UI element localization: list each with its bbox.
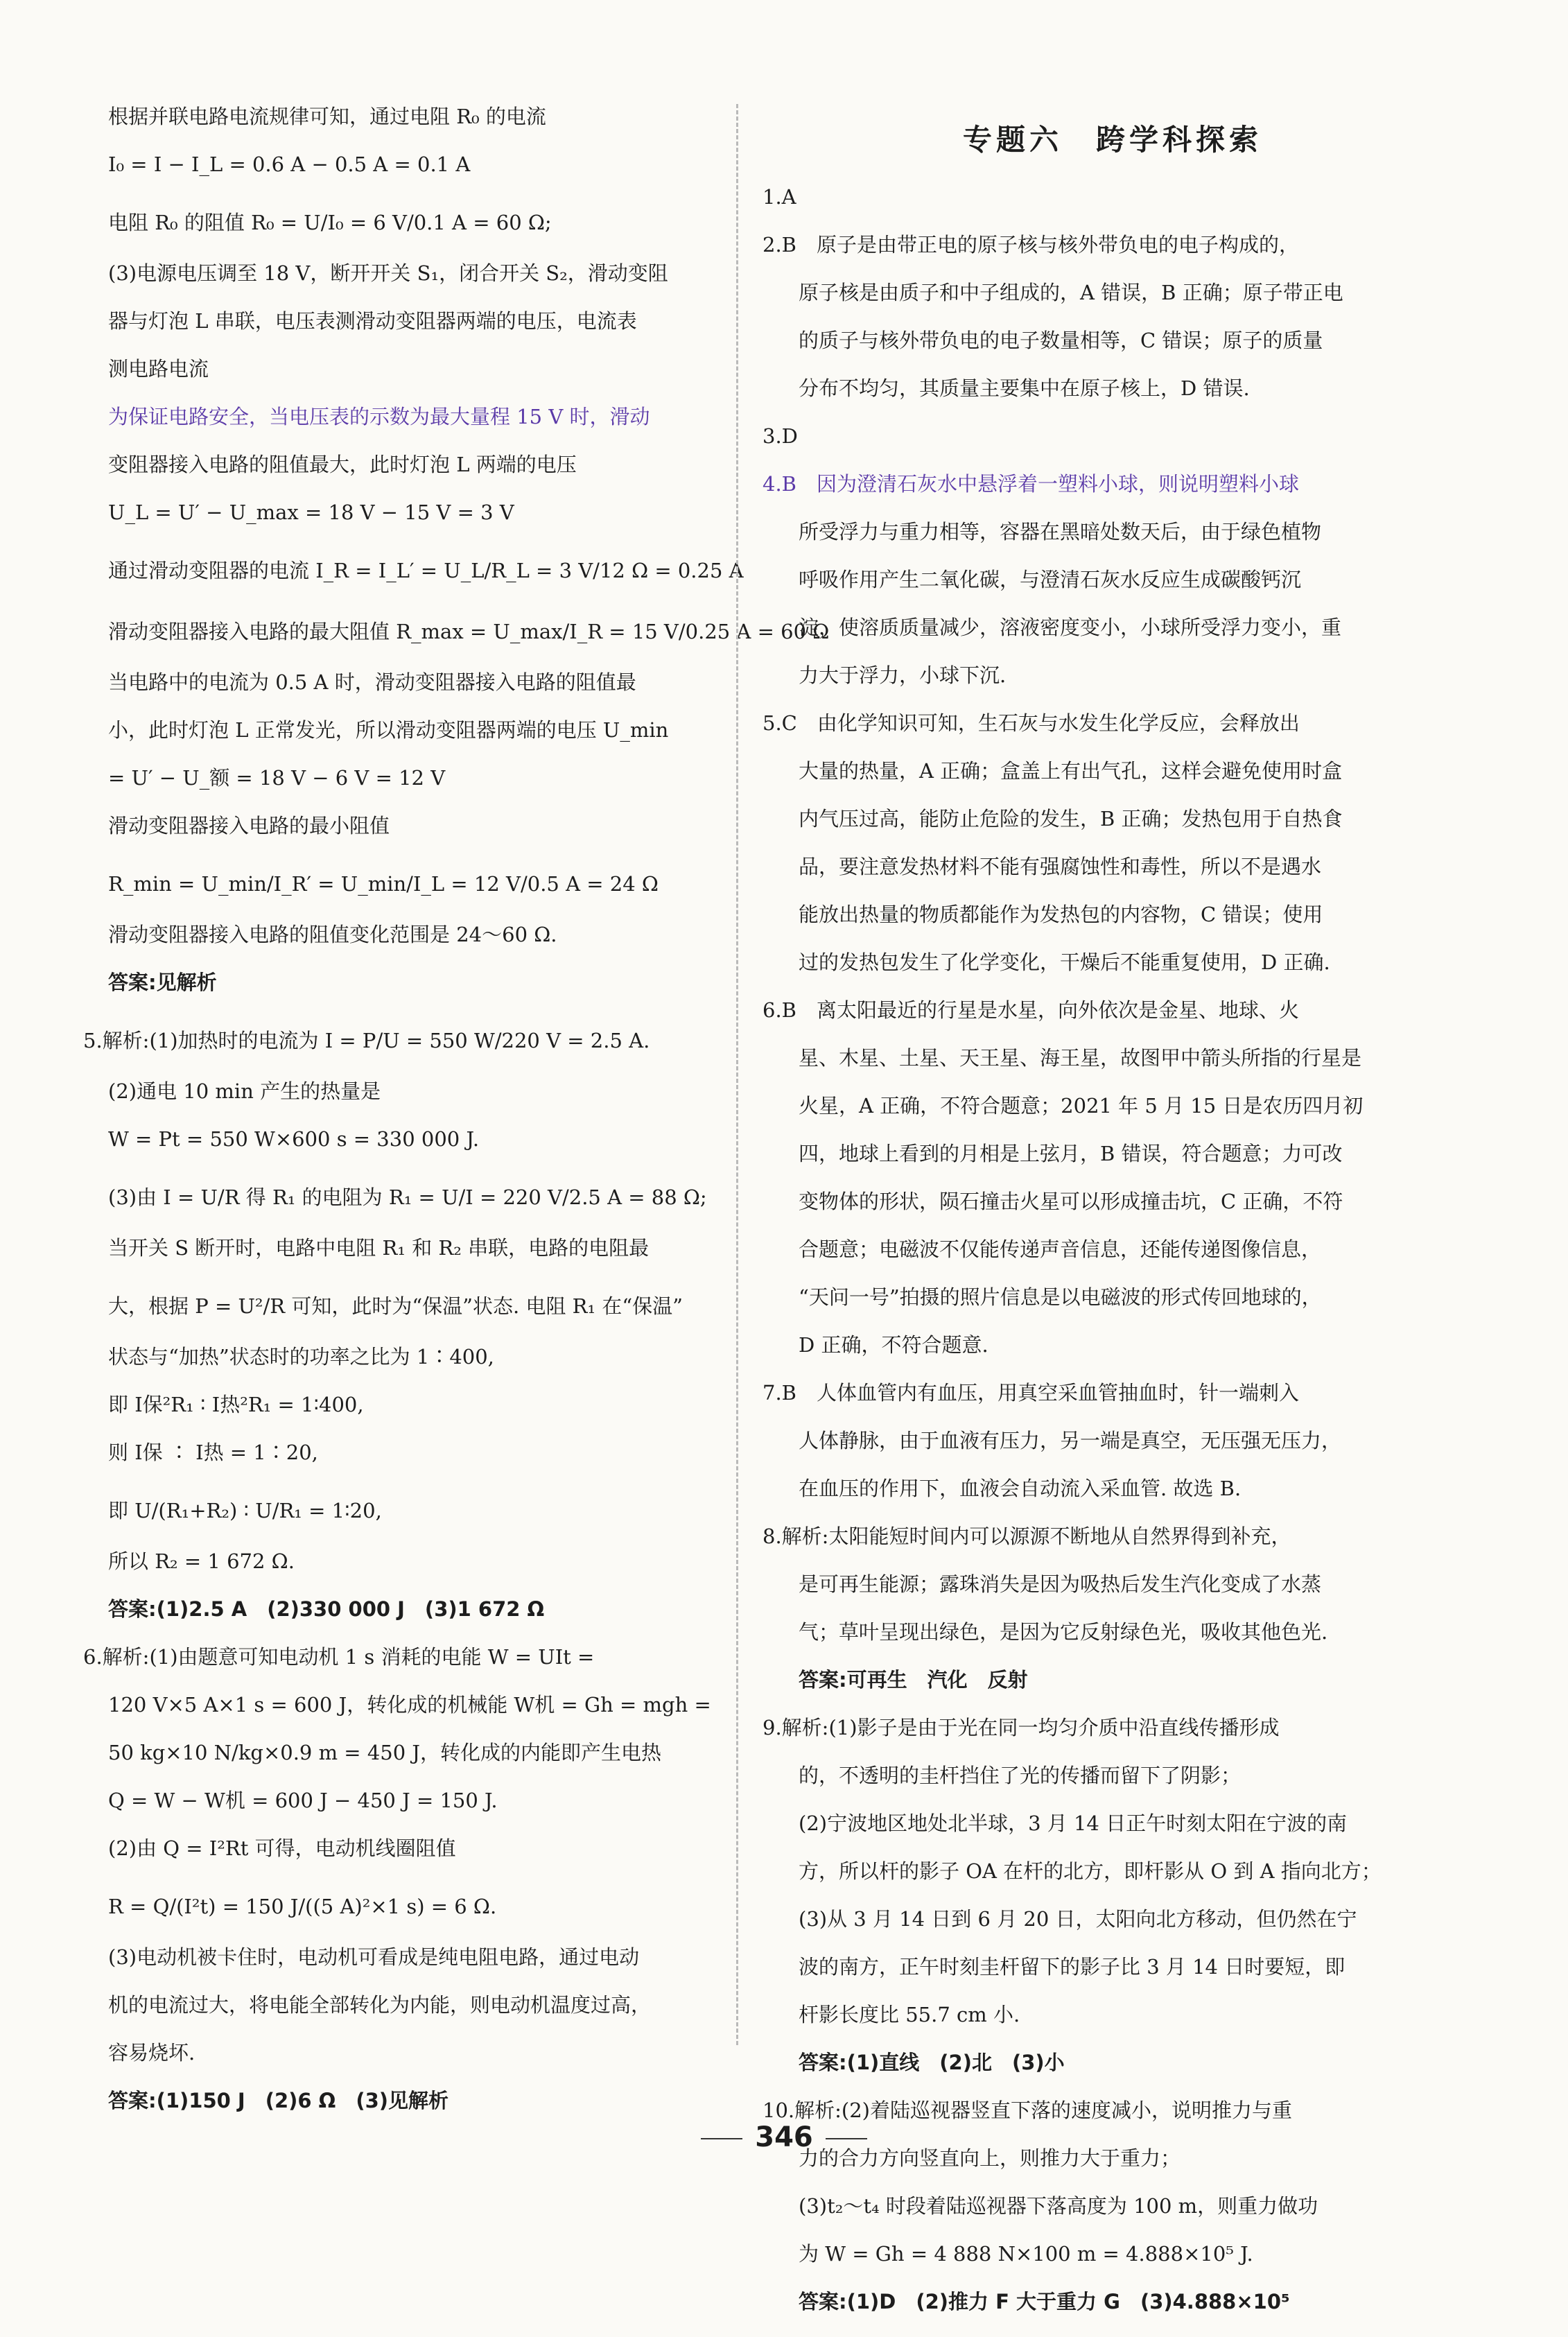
text-line: = U′ − U_额 = 18 V − 6 V = 12 V	[108, 766, 446, 790]
text-line: 器与灯泡 L 串联，电压表测滑动变阻器两端的电压，电流表	[108, 309, 637, 333]
text-line: D 正确，不符合题意.	[799, 1333, 988, 1357]
text-line: 四，地球上看到的月相是上弦月，B 错误，符合题意；力可改	[799, 1142, 1343, 1165]
text-line: 当电路中的电流为 0.5 A 时，滑动变阻器接入电路的阻值最	[108, 670, 636, 694]
text-line: 滑动变阻器接入电路的最小阻值	[108, 814, 390, 837]
text-line: 即 U/(R₁+R₂) ∶ U/R₁ = 1∶20,	[108, 1499, 382, 1522]
page-number-footer	[0, 2121, 1568, 2153]
text-line: 能放出热量的物质都能作为发热包的内容物，C 错误；使用	[799, 903, 1323, 926]
text-line: 答案:(1)直线 (2)北 (3)小	[799, 2051, 1065, 2074]
text-line: 则 I保 ∶ I热 = 1∶20,	[108, 1441, 318, 1464]
text-line: 杆影长度比 55.7 cm 小.	[799, 2003, 1020, 2026]
text-line: (2)宁波地区地处北半球，3 月 14 日正午时刻太阳在宁波的南	[799, 1812, 1348, 1835]
text-line: 呼吸作用产生二氧化碳，与澄清石灰水反应生成碳酸钙沉	[799, 568, 1302, 591]
text-line: 过的发热包发生了化学变化，干燥后不能重复使用，D 正确.	[799, 950, 1330, 974]
text-line: 即 I保²R₁ ∶ I热²R₁ = 1∶400,	[108, 1393, 364, 1416]
text-line: U_L = U′ − U_max = 18 V − 15 V = 3 V	[108, 501, 514, 524]
text-line: 1.A	[763, 185, 796, 209]
column-divider	[736, 104, 738, 2045]
text-line: 50 kg×10 N/kg×0.9 m = 450 J，转化成的内能即产生电热	[108, 1741, 662, 1764]
text-line: (2)通电 10 min 产生的热量是	[108, 1079, 381, 1103]
text-line: 答案:(1)150 J (2)6 Ω (3)见解析	[108, 2089, 449, 2112]
page-number: 346	[755, 2121, 813, 2153]
text-line: 在血压的作用下，血液会自动流入采血管. 故选 B.	[799, 1477, 1242, 1500]
text-line: 波的南方，正午时刻圭杆留下的影子比 3 月 14 日时要短，即	[799, 1955, 1345, 1979]
text-line: R_min = U_min/I_R′ = U_min/I_L = 12 V/0.5 A = 24 Ω	[108, 872, 659, 896]
text-line: 5.C 由化学知识可知，生石灰与水发生化学反应，会释放出	[763, 711, 1300, 735]
footer-dash-right	[826, 2138, 867, 2139]
text-line: 容易烧坏.	[108, 2041, 195, 2065]
text-line: (3)从 3 月 14 日到 6 月 20 日，太阳向北方移动，但仍然在宁	[799, 1907, 1357, 1931]
text-line: (2)由 Q = I²Rt 可得，电动机线圈阻值	[108, 1836, 456, 1860]
text-line: 大量的热量，A 正确；盒盖上有出气孔，这样会避免使用时盒	[799, 759, 1343, 783]
text-line: 变物体的形状，陨石撞击火星可以形成撞击坑，C 正确，不符	[799, 1190, 1343, 1213]
text-line: 所以 R₂ = 1 672 Ω.	[108, 1549, 295, 1573]
text-line: 答案:(1)D (2)推力 F 大于重力 G (3)4.888×10⁵	[799, 2290, 1290, 2313]
text-line: 淀，使溶质质量减少，溶液密度变小，小球所受浮力变小，重	[799, 616, 1342, 639]
text-line: 的，不透明的圭杆挡住了光的传播而留下了阴影；	[799, 1764, 1242, 1787]
text-line: W = Pt = 550 W×600 s = 330 000 J.	[108, 1127, 480, 1151]
text-line: 为 W = Gh = 4 888 N×100 m = 4.888×10⁵ J.	[799, 2242, 1253, 2266]
text-line: 的质子与核外带负电的电子数量相等，C 错误；原子的质量	[799, 329, 1323, 352]
text-line: “天问一号”拍摄的照片信息是以电磁波的形式传回地球的，	[799, 1285, 1322, 1309]
text-line: 所受浮力与重力相等，容器在黑暗处数天后，由于绿色植物	[799, 520, 1322, 544]
text-line: 是可再生能源；露珠消失是因为吸热后发生汽化变成了水蒸	[799, 1572, 1322, 1596]
text-line: 滑动变阻器接入电路的最大阻值 R_max = U_max/I_R = 15 V/0.25 A = 60 Ω	[108, 620, 830, 643]
text-line: 方，所以杆的影子 OA 在杆的北方，即杆影从 O 到 A 指向北方；	[799, 1859, 1382, 1883]
text-line: 品，要注意发热材料不能有强腐蚀性和毒性，所以不是遇水	[799, 855, 1322, 878]
text-line: 合题意；电磁波不仅能传递声音信息，还能传递图像信息，	[799, 1237, 1322, 1261]
text-line: 4.B 因为澄清石灰水中悬浮着一塑料小球，则说明塑料小球	[763, 472, 1299, 496]
text-line: 为保证电路安全，当电压表的示数为最大量程 15 V 时，滑动	[108, 405, 650, 428]
text-line: 6.B 离太阳最近的行星是水星，向外依次是金星、地球、火	[763, 998, 1299, 1022]
text-line: 7.B 人体血管内有血压，用真空采血管抽血时，针一端刺入	[763, 1381, 1299, 1405]
text-line: 机的电流过大，将电能全部转化为内能，则电动机温度过高，	[108, 1993, 652, 2017]
text-line: 120 V×5 A×1 s = 600 J，转化成的机械能 W机 = Gh = mgh =	[108, 1693, 711, 1717]
text-line: (3)t₂～t₄ 时段着陆巡视器下落高度为 100 m，则重力做功	[799, 2194, 1318, 2218]
text-line: 答案:见解析	[108, 971, 217, 994]
text-line: 9.解析:(1)影子是由于光在同一均匀介质中沿直线传播形成	[763, 1716, 1280, 1739]
text-line: 测电路电流	[108, 357, 209, 381]
text-line: 答案:可再生 汽化 反射	[799, 1668, 1028, 1692]
text-line: (3)电动机被卡住时，电动机可看成是纯电阻电路，通过电动	[108, 1945, 640, 1969]
footer-dash-left	[701, 2138, 742, 2139]
text-line: 小，此时灯泡 L 正常发光，所以滑动变阻器两端的电压 U_min	[108, 718, 669, 742]
right-column	[763, 104, 1463, 2337]
text-line: 3.D	[763, 424, 798, 448]
text-line: R = Q/(I²t) = 150 J/((5 A)²×1 s) = 6 Ω.	[108, 1895, 497, 1918]
text-line: 力大于浮力，小球下沉.	[799, 663, 1007, 687]
text-line: 2.B 原子是由带正电的原子核与核外带负电的电子构成的，	[763, 233, 1299, 257]
text-line: 内气压过高，能防止危险的发生，B 正确；发热包用于自热食	[799, 807, 1343, 831]
text-line: 8.解析:太阳能短时间内可以源源不断地从自然界得到补充，	[763, 1524, 1291, 1548]
text-line: 10.解析:(2)着陆巡视器竖直下落的速度减小，说明推力与重	[763, 2099, 1292, 2122]
text-line: 答案:(1)2.5 A (2)330 000 J (3)1 672 Ω	[108, 1597, 545, 1621]
text-line: 原子核是由质子和中子组成的，A 错误，B 正确；原子带正电	[799, 281, 1343, 304]
text-line: 变阻器接入电路的阻值最大，此时灯泡 L 两端的电压	[108, 453, 577, 476]
text-line: (3)电源电压调至 18 V，断开开关 S₁，闭合开关 S₂，滑动变阻	[108, 261, 668, 285]
text-line: 根据并联电路电流规律可知，通过电阻 R₀ 的电流	[108, 105, 546, 128]
text-line: 大，根据 P = U²/R 可知，此时为“保温”状态. 电阻 R₁ 在“保温”	[108, 1294, 683, 1318]
text-line: 气；草叶呈现出绿色，是因为它反射绿色光，吸收其他色光.	[799, 1620, 1328, 1644]
text-line: 人体静脉，由于血液有压力，另一端是真空，无压强无压力，	[799, 1429, 1342, 1452]
section-title: 专题六 跨学科探索	[962, 123, 1262, 157]
text-line: 力的合力方向竖直向上，则推力大于重力；	[799, 2146, 1181, 2170]
text-line: Q = W − W机 = 600 J − 450 J = 150 J.	[108, 1789, 498, 1812]
text-line: I₀ = I − I_L = 0.6 A − 0.5 A = 0.1 A	[108, 153, 471, 176]
text-line: 状态与“加热”状态时的功率之比为 1∶400,	[108, 1345, 494, 1369]
text-line: 分布不均匀，其质量主要集中在原子核上，D 错误.	[799, 376, 1250, 400]
text-line: 滑动变阻器接入电路的阻值变化范围是 24～60 Ω.	[108, 923, 557, 946]
text-line: 5.解析:(1)加热时的电流为 I = P/U = 550 W/220 V = 2.5 A.	[83, 1029, 650, 1052]
text-line: 火星，A 正确，不符合题意；2021 年 5 月 15 日是农历四月初	[799, 1094, 1364, 1118]
text-line: 通过滑动变阻器的电流 I_R = I_L′ = U_L/R_L = 3 V/12 Ω = 0.25 A	[108, 559, 744, 582]
text-line: 电阻 R₀ 的阻值 R₀ = U/I₀ = 6 V/0.1 A = 60 Ω;	[108, 211, 552, 234]
text-line: 当开关 S 断开时，电路中电阻 R₁ 和 R₂ 串联，电路的电阻最	[108, 1236, 650, 1260]
text-line: 6.解析:(1)由题意可知电动机 1 s 消耗的电能 W = UIt =	[83, 1645, 595, 1669]
text-line: 星、木星、土星、天王星、海王星，故图甲中箭头所指的行星是	[799, 1046, 1362, 1070]
text-line: (3)由 I = U/R 得 R₁ 的电阻为 R₁ = U/I = 220 V/2.5 A = 88 Ω;	[108, 1185, 707, 1209]
